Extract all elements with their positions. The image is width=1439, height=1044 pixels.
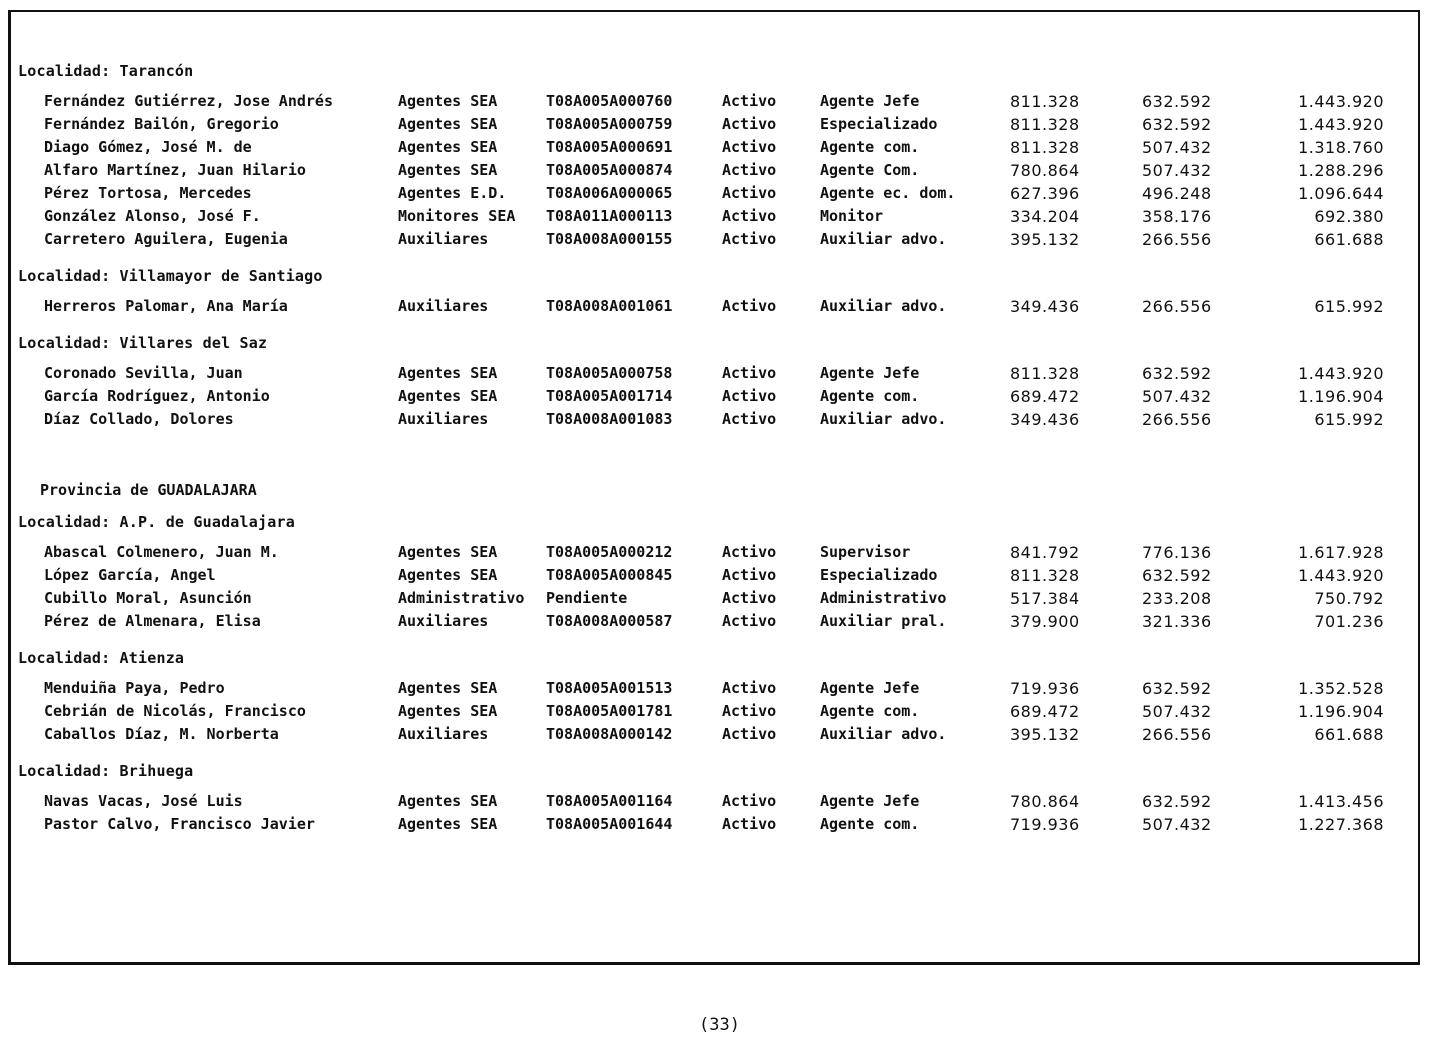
employee-name: Herreros Palomar, Ana María <box>44 297 288 315</box>
status: Activo <box>722 387 777 405</box>
status: Activo <box>722 230 777 248</box>
amount-2: 632.592 <box>1142 566 1212 585</box>
amount-total: 1.096.644 <box>1298 184 1384 203</box>
record-code: T08A008A000142 <box>546 725 673 743</box>
amount-2: 266.556 <box>1142 297 1212 316</box>
employee-name: Pastor Calvo, Francisco Javier <box>44 815 315 833</box>
employee-name: Abascal Colmenero, Juan M. <box>44 543 279 561</box>
employee-name: González Alonso, José F. <box>44 207 261 225</box>
record-code: T08A005A001781 <box>546 702 673 720</box>
locality-heading: Localidad: Villamayor de Santiago <box>18 267 323 285</box>
amount-2: 632.592 <box>1142 115 1212 134</box>
amount-2: 632.592 <box>1142 792 1212 811</box>
staff-group: Monitores SEA <box>398 207 516 225</box>
table-row <box>18 541 1398 564</box>
table-row <box>18 362 1398 385</box>
status: Activo <box>722 364 777 382</box>
record-code: T08A005A000691 <box>546 138 673 156</box>
record-code: T08A005A000212 <box>546 543 673 561</box>
status: Activo <box>722 115 777 133</box>
amount-2: 266.556 <box>1142 410 1212 429</box>
locality-heading: Localidad: Tarancón <box>18 62 194 80</box>
status: Activo <box>722 207 777 225</box>
staff-group: Auxiliares <box>398 612 489 630</box>
staff-group: Agentes SEA <box>398 566 498 584</box>
status: Activo <box>722 297 777 315</box>
position: Agente ec. dom. <box>820 184 956 202</box>
position: Especializado <box>820 115 938 133</box>
staff-group: Auxiliares <box>398 725 489 743</box>
status: Activo <box>722 543 777 561</box>
amount-1: 780.864 <box>1010 792 1080 811</box>
position: Agente Jefe <box>820 92 920 110</box>
amount-1: 811.328 <box>1010 138 1080 157</box>
amount-1: 334.204 <box>1010 207 1080 226</box>
table-row <box>18 205 1398 228</box>
locality-table <box>18 790 1398 836</box>
amount-1: 780.864 <box>1010 161 1080 180</box>
amount-2: 507.432 <box>1142 387 1212 406</box>
table-row <box>18 182 1398 205</box>
staff-group: Auxiliares <box>398 230 489 248</box>
locality-table <box>18 541 1398 633</box>
locality-table <box>18 295 1398 318</box>
table-row <box>18 90 1398 113</box>
amount-2: 358.176 <box>1142 207 1212 226</box>
status: Activo <box>722 138 777 156</box>
staff-group: Agentes SEA <box>398 679 498 697</box>
amount-2: 266.556 <box>1142 230 1212 249</box>
employee-name: Alfaro Martínez, Juan Hilario <box>44 161 306 179</box>
status: Activo <box>722 612 777 630</box>
amount-total: 1.227.368 <box>1298 815 1384 834</box>
status: Activo <box>722 725 777 743</box>
table-row <box>18 385 1398 408</box>
record-code: T08A011A000113 <box>546 207 673 225</box>
amount-1: 517.384 <box>1010 589 1080 608</box>
staff-group: Agentes SEA <box>398 364 498 382</box>
staff-group: Auxiliares <box>398 410 489 428</box>
employee-name: García Rodríguez, Antonio <box>44 387 270 405</box>
record-code: T08A005A000845 <box>546 566 673 584</box>
page-number: (33) <box>699 1015 740 1035</box>
locality-table <box>18 362 1398 431</box>
record-code: T08A008A001083 <box>546 410 673 428</box>
record-code: T08A005A000759 <box>546 115 673 133</box>
amount-total: 701.236 <box>1314 612 1384 631</box>
status: Activo <box>722 161 777 179</box>
record-code: T08A008A000587 <box>546 612 673 630</box>
position: Agente Com. <box>820 161 920 179</box>
employee-name: Fernández Gutiérrez, Jose Andrés <box>44 92 333 110</box>
locality-table <box>18 90 1398 251</box>
amount-1: 811.328 <box>1010 364 1080 383</box>
position: Especializado <box>820 566 938 584</box>
staff-group: Agentes SEA <box>398 115 498 133</box>
record-code: T08A005A001164 <box>546 792 673 810</box>
record-code: T08A005A001644 <box>546 815 673 833</box>
amount-total: 1.196.904 <box>1298 702 1384 721</box>
amount-1: 627.396 <box>1010 184 1080 203</box>
position: Administrativo <box>820 589 947 607</box>
employee-name: Navas Vacas, José Luis <box>44 792 243 810</box>
employee-name: Coronado Sevilla, Juan <box>44 364 243 382</box>
position: Agente com. <box>820 138 920 156</box>
amount-total: 1.443.920 <box>1298 115 1384 134</box>
employee-name: Pérez de Almenara, Elisa <box>44 612 261 630</box>
amount-2: 507.432 <box>1142 161 1212 180</box>
province-guadalajara-part <box>18 511 1398 836</box>
table-row <box>18 587 1398 610</box>
locality-heading: Localidad: Atienza <box>18 649 185 667</box>
table-row <box>18 790 1398 813</box>
amount-1: 841.792 <box>1010 543 1080 562</box>
record-code: T08A005A000758 <box>546 364 673 382</box>
amount-1: 395.132 <box>1010 725 1080 744</box>
status: Activo <box>722 92 777 110</box>
table-row <box>18 723 1398 746</box>
document-body <box>18 60 1398 850</box>
table-row <box>18 228 1398 251</box>
position: Auxiliar advo. <box>820 230 947 248</box>
position: Auxiliar advo. <box>820 410 947 428</box>
amount-total: 1.443.920 <box>1298 566 1384 585</box>
record-code: T08A006A000065 <box>546 184 673 202</box>
table-row <box>18 700 1398 723</box>
employee-name: Díaz Collado, Dolores <box>44 410 234 428</box>
amount-total: 1.443.920 <box>1298 364 1384 383</box>
position: Supervisor <box>820 543 911 561</box>
amount-1: 689.472 <box>1010 387 1080 406</box>
staff-group: Agentes SEA <box>398 543 498 561</box>
amount-1: 811.328 <box>1010 566 1080 585</box>
amount-2: 266.556 <box>1142 725 1212 744</box>
record-code: T08A005A000874 <box>546 161 673 179</box>
table-row <box>18 295 1398 318</box>
amount-1: 395.132 <box>1010 230 1080 249</box>
record-code: T08A008A001061 <box>546 297 673 315</box>
employee-name: López García, Angel <box>44 566 216 584</box>
record-code: Pendiente <box>546 589 628 607</box>
status: Activo <box>722 589 777 607</box>
employee-name: Cebrián de Nicolás, Francisco <box>44 702 306 720</box>
table-row <box>18 408 1398 431</box>
employee-name: Caballos Díaz, M. Norberta <box>44 725 279 743</box>
staff-group: Agentes SEA <box>398 138 498 156</box>
employee-name: Pérez Tortosa, Mercedes <box>44 184 252 202</box>
locality-heading: Localidad: Villares del Saz <box>18 334 268 352</box>
amount-total: 615.992 <box>1314 297 1384 316</box>
amount-total: 1.617.928 <box>1298 543 1384 562</box>
province-cuenca-part <box>18 60 1398 431</box>
position: Auxiliar pral. <box>820 612 947 630</box>
record-code: T08A005A001513 <box>546 679 673 697</box>
staff-group: Auxiliares <box>398 297 489 315</box>
position: Agente Jefe <box>820 364 920 382</box>
status: Activo <box>722 815 777 833</box>
table-row <box>18 159 1398 182</box>
table-row <box>18 610 1398 633</box>
amount-1: 719.936 <box>1010 815 1080 834</box>
position: Agente Jefe <box>820 679 920 697</box>
table-row <box>18 113 1398 136</box>
employee-name: Cubillo Moral, Asunción <box>44 589 252 607</box>
amount-2: 632.592 <box>1142 92 1212 111</box>
staff-group: Agentes SEA <box>398 815 498 833</box>
amount-total: 1.288.296 <box>1298 161 1384 180</box>
amount-total: 750.792 <box>1314 589 1384 608</box>
amount-total: 692.380 <box>1314 207 1384 226</box>
amount-1: 811.328 <box>1010 92 1080 111</box>
position: Agente com. <box>820 387 920 405</box>
amount-total: 1.352.528 <box>1298 679 1384 698</box>
staff-group: Agentes SEA <box>398 387 498 405</box>
status: Activo <box>722 702 777 720</box>
amount-2: 632.592 <box>1142 679 1212 698</box>
amount-total: 661.688 <box>1314 725 1384 744</box>
status: Activo <box>722 410 777 428</box>
locality-table <box>18 677 1398 746</box>
amount-2: 776.136 <box>1142 543 1212 562</box>
table-row <box>18 677 1398 700</box>
staff-group: Administrativo <box>398 589 525 607</box>
position: Auxiliar advo. <box>820 725 947 743</box>
amount-1: 379.900 <box>1010 612 1080 631</box>
amount-total: 1.196.904 <box>1298 387 1384 406</box>
province-heading: Provincia de GUADALAJARA <box>40 481 257 499</box>
position: Agente Jefe <box>820 792 920 810</box>
amount-2: 507.432 <box>1142 138 1212 157</box>
table-row <box>18 136 1398 159</box>
status: Activo <box>722 184 777 202</box>
amount-1: 349.436 <box>1010 410 1080 429</box>
amount-1: 811.328 <box>1010 115 1080 134</box>
amount-2: 233.208 <box>1142 589 1212 608</box>
table-row <box>18 564 1398 587</box>
staff-group: Agentes SEA <box>398 702 498 720</box>
locality-heading: Localidad: A.P. de Guadalajara <box>18 513 295 531</box>
staff-group: Agentes SEA <box>398 161 498 179</box>
amount-2: 507.432 <box>1142 815 1212 834</box>
amount-total: 615.992 <box>1314 410 1384 429</box>
locality-heading: Localidad: Brihuega <box>18 762 194 780</box>
record-code: T08A005A000760 <box>546 92 673 110</box>
employee-name: Diago Gómez, José M. de <box>44 138 252 156</box>
position: Auxiliar advo. <box>820 297 947 315</box>
amount-2: 632.592 <box>1142 364 1212 383</box>
staff-group: Agentes SEA <box>398 92 498 110</box>
position: Agente com. <box>820 815 920 833</box>
amount-1: 719.936 <box>1010 679 1080 698</box>
position: Monitor <box>820 207 884 225</box>
employee-name: Fernández Bailón, Gregorio <box>44 115 279 133</box>
record-code: T08A008A000155 <box>546 230 673 248</box>
table-row <box>18 813 1398 836</box>
position: Agente com. <box>820 702 920 720</box>
staff-group: Agentes SEA <box>398 792 498 810</box>
record-code: T08A005A001714 <box>546 387 673 405</box>
amount-total: 1.318.760 <box>1298 138 1384 157</box>
amount-total: 661.688 <box>1314 230 1384 249</box>
status: Activo <box>722 566 777 584</box>
amount-2: 321.336 <box>1142 612 1212 631</box>
employee-name: Menduiña Paya, Pedro <box>44 679 225 697</box>
amount-1: 349.436 <box>1010 297 1080 316</box>
status: Activo <box>722 792 777 810</box>
staff-group: Agentes E.D. <box>398 184 507 202</box>
status: Activo <box>722 679 777 697</box>
employee-name: Carretero Aguilera, Eugenia <box>44 230 288 248</box>
amount-2: 496.248 <box>1142 184 1212 203</box>
amount-2: 507.432 <box>1142 702 1212 721</box>
amount-total: 1.443.920 <box>1298 92 1384 111</box>
amount-1: 689.472 <box>1010 702 1080 721</box>
amount-total: 1.413.456 <box>1298 792 1384 811</box>
